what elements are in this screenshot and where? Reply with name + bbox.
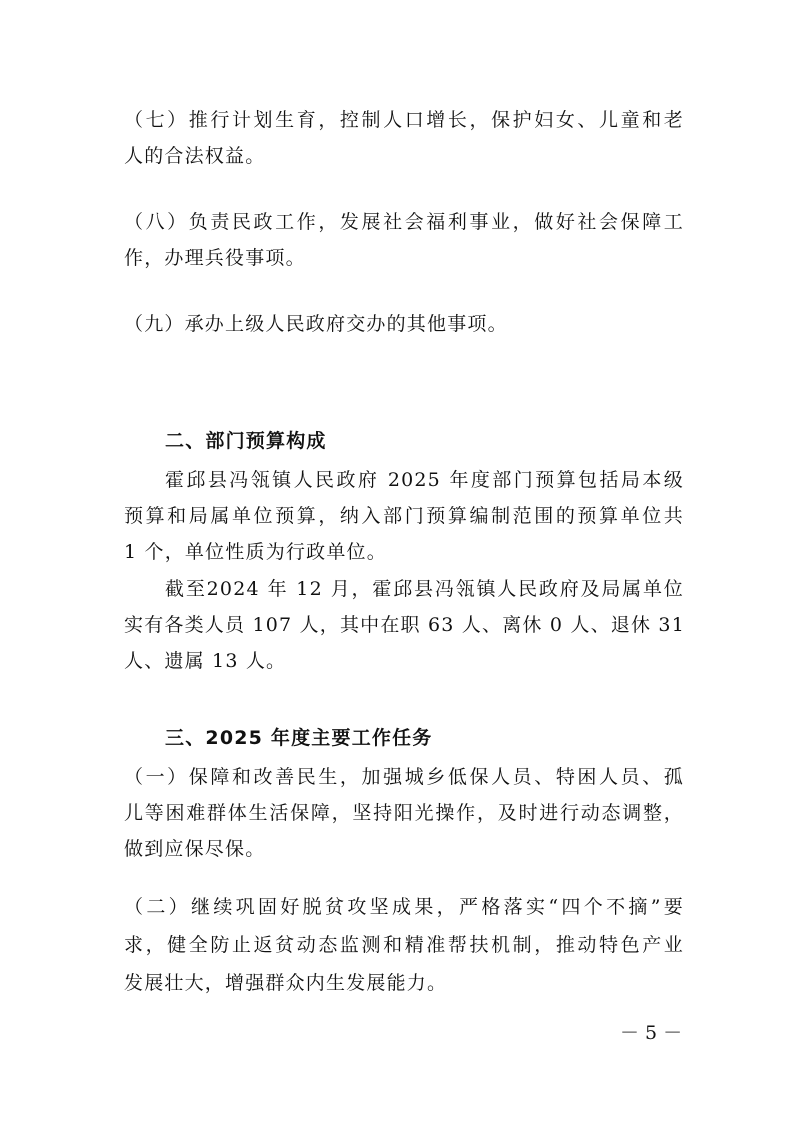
item-7-line-1: （七）推行计划生育，控制人口增长，保护妇女、儿童和老	[124, 109, 684, 131]
item-8-line-1: （八）负责民政工作，发展社会福利事业，做好社会保障工	[124, 211, 684, 233]
task-2-line-3: 发展壮大，增强群众内生发展能力。	[124, 972, 448, 994]
item-9-line-1: （九）承办上级人民政府交办的其他事项。	[124, 313, 508, 335]
item-7-line-2: 人的合法权益。	[124, 145, 266, 167]
task-2-line-1: （二）继续巩固好脱贫攻坚成果，严格落实“四个不摘”要	[124, 896, 684, 918]
task-1-line-3: 做到应保尽保。	[124, 838, 266, 860]
task-1-line-1: （一）保障和改善民生，加强城乡低保人员、特困人员、孤	[124, 766, 684, 788]
section-2-para-2-line-1: 截至2024 年 12 月，霍邱县冯瓴镇人民政府及局属单位	[165, 578, 684, 600]
section-2-para-1-line-1: 霍邱县冯瓴镇人民政府 2025 年度部门预算包括局本级	[165, 469, 684, 491]
task-2-line-2: 求，健全防止返贫动态监测和精准帮扶机制，推动特色产业	[124, 934, 684, 956]
task-1-line-2: 儿等困难群体生活保障，坚持阳光操作，及时进行动态调整，	[124, 802, 684, 824]
page-number: － 5 －	[620, 1022, 683, 1044]
section-2-para-1-line-3: 1 个，单位性质为行政单位。	[124, 541, 387, 563]
item-8-line-2: 作，办理兵役事项。	[124, 247, 306, 269]
section-2-para-1-line-2: 预算和局属单位预算，纳入部门预算编制范围的预算单位共	[124, 505, 684, 527]
section-2-para-2-line-2: 实有各类人员 107 人，其中在职 63 人、离休 0 人、退休 31	[124, 614, 685, 636]
section-3-heading: 三、2025 年度主要工作任务	[165, 727, 433, 749]
section-2-para-2-line-3: 人、遗属 13 人。	[124, 650, 287, 672]
section-2-heading: 二、部门预算构成	[165, 430, 327, 452]
